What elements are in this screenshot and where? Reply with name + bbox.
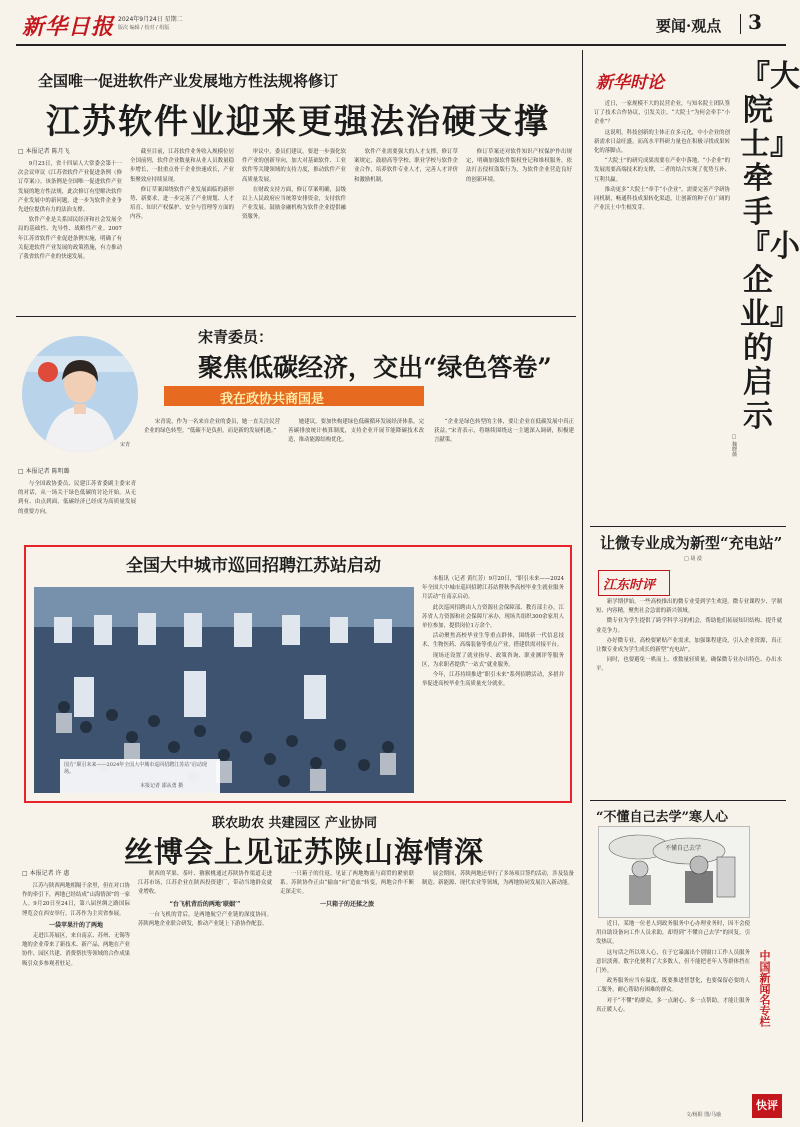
masthead-meta: 版次 编辑 / 校对 / 组版 <box>118 25 170 31</box>
fourth-byline: □ 本报记者 许 惠 <box>22 870 70 877</box>
interview-column-1: 与全国政协委员、民建江苏省委副主委宋青的对话，从一场关于绿色低碳的讨论开始。从无到有、由点到面，低碳经济已经成为高质量发展的重要方向。 <box>18 481 136 515</box>
lead-column-5: 修订草案还对软件知识产权保护作出规定，明确加强软件版权登记和维权服务，依法打击侵权盗版行为，为软件企业营造良好的创新环境。 <box>466 149 572 183</box>
op1-title-text: 『大院士』牵手『小企业』的启示 <box>740 59 800 434</box>
subhead-2: “台飞机背后的两地‘联姻’” <box>169 900 241 908</box>
right-divider-2 <box>590 800 786 801</box>
interview-kicker: 宋青委员： <box>198 328 274 346</box>
column-divider <box>582 50 583 1122</box>
op3-side-label-text: 中国新闻名专栏 <box>758 950 771 1027</box>
fourth-column-2: 陕西的苹果、茶叶、猕猴桃通过苏陕协作渠道走进江苏市场，江苏企业在陕西投资建厂，带动当地群众就业增收。 “台飞机背后的两地‘联姻’” 一台飞机的背后，是两地航空产业链的深度协同。苏陕两地企业联合研发，推动产业链上下游协作配套。 <box>138 871 272 928</box>
featured-photo-caption: 国方“职引未来——2024年全国大中城市巡回招聘江苏站”启动现场。 <box>64 762 207 775</box>
fourth-story <box>18 808 578 1120</box>
lead-column-2: 截至目前，江苏软件业务收入规模位居全国前列，软件企业数量和从业人员数量稳步增长，一批重点骨干企业快速成长，产业集聚效应持续显现。 修订草案围绕软件产业发展面临的新形势、新要求，进一步完善了产业规划、人才培育、知识产权保护、安全与管理等方面的内容。 <box>130 149 234 221</box>
banner-text: 我在政协共商国是 <box>220 392 325 407</box>
interview-column-4: “企业是绿色转型的主体，要让企业在低碳发展中真正获益。”宋青表示，将继续围绕这一主题深入调研，积极建言献策。 <box>434 419 574 444</box>
newspaper-logo: 新华日报 <box>22 14 115 40</box>
interview-headline: 聚焦低碳经济，交出“绿色答卷” <box>198 353 552 382</box>
lead-kicker: 全国唯一促进软件产业发展地方性法规将修订 <box>38 72 339 90</box>
interview-photo <box>22 336 138 452</box>
cppcc-banner <box>164 386 424 406</box>
section-divider <box>16 316 576 317</box>
featured-headline: 全国大中城市巡回招聘江苏站启动 <box>126 556 381 576</box>
lead-headline: 江苏软件业迎来更强法治硬支撑 <box>46 102 550 142</box>
photo-caption-box <box>60 759 220 793</box>
subhead-1: 一袋苹果汁的了两地 <box>48 921 103 929</box>
op2-logo <box>598 570 670 596</box>
op2-body: 新学期伊始，一些高校推出的微专业受到学生欢迎。微专业课程少、学制短、内容精，聚焦社会急需的新兴领域。 微专业为学生提供了跨学科学习的机会，帮助他们拓展知识结构、提升就业竞争力。 办好微专业，高校要紧贴产业需求，加强课程建设，引入企业资源，真正让微专业成为学生成长的新型“充电站”。 同时，也要避免一哄而上、重数量轻质量，确保微专业办出特色、办出水平。 <box>596 599 782 673</box>
op1-title <box>740 59 800 434</box>
featured-story[interactable] <box>24 545 572 803</box>
fourth-column-1: 江苏与陕西两地相隔千余里，但在对口协作的牵引下，两地已经结成“山海情深”的一家人。9月20日至24日，第八届丝绸之路国际博览会在西安举行，江苏作为主宾省参展。 一袋苹果汁的了两地 走进江苏展区，来自南京、苏州、无锡等地的企业带来了新技术、新产品，两地在产业协作、园区共建、消费帮扶等领域的合作成果吸引众多参观者驻足。 <box>22 883 130 967</box>
page-number: 3 <box>748 10 762 34</box>
lead-byline: □ 本报记者 陈月飞 <box>18 148 70 155</box>
masthead-divider <box>740 14 741 34</box>
masthead-date: 2024年9月24日 星期二 <box>118 16 183 23</box>
cartoon-illustration <box>599 827 749 917</box>
op2-byline: □ 胡 漠 <box>684 556 702 562</box>
interview-column-2: 宋青说，作为一名来自企业的委员，她一直关注民营企业的绿色转型。“低碳不是负担，而是新的发展机遇。” <box>144 419 280 435</box>
editorial-logo-text: 新华时论 <box>596 73 664 93</box>
op1-body: 近日，一家规模不大的民营企业，与知名院士团队签订了技术合作协议，引发关注。“大院士”为何会牵手“小企业”？ 这说明，科技创新的主体正在多元化，中小企业的创新需求日益旺盛，而高水平科研力量也在积极寻找成果转化的落脚点。 “大院士”的研究成果需要在产业中落地，“小企业”的发展需要高端技术的支撑，二者的结合实现了优势互补、互利共赢。 推动更多“大院士”牵手“小企业”，需要完善产学研协同机制，畅通科技成果转化渠道，让创新的种子在广阔的产业沃土中生根发芽。 <box>594 101 730 212</box>
lead-column-4: 软件产业需要强大的人才支撑。修订草案规定，鼓励高等学校、职业学校与软件企业合作，培养软件专业人才，完善人才评价和激励机制。 <box>354 149 458 183</box>
lead-story <box>18 66 578 310</box>
lead-column-1: 9月23日，省十四届人大常委会第十一次会议审议《江苏省软件产业促进条例（修订草案）》。该条例是全国唯一促进软件产业发展的地方性法规，此次修订有望解决软件产业发展中的新问题，进一步为软件企业争先进位提供有力的法治支撑。 软件产业是关系国民经济和社会发展全局的基础性、先导性、战略性产业。2007年江苏省软件产业促进条例实施，明确了有关促进软件产业发展的政策措施，有力推动了我省软件产业的快速发展。 <box>18 161 122 261</box>
interview-story <box>18 322 578 532</box>
featured-body: 本报讯（记者 黄红芳）9月20日，“职引未来——2024年全国大中城市巡回招聘江苏站暨秋季高校毕业生就业服务月活动”在南京启动。 此次巡回招聘由人力资源社会保障部、教育部主办，江苏省人力资源和社会保障厅承办，现场共组织300余家用人单位参加，提供岗位1万余个。 活动聚焦高校毕业生等重点群体，围绕新一代信息技术、生物医药、高端装备等重点产业，搭建供需对接平台。 现场还设置了就业指导、政策咨询、职业测评等服务区，为求职者提供“一站式”就业服务。 今年，江苏持续推进“职引未来”系列招聘活动，多措并举促进高校毕业生高质量充分就业。 <box>422 576 564 688</box>
op3-stamp-text: 快评 <box>756 1099 778 1112</box>
op3-side-label <box>756 950 778 1100</box>
photo-caption: 宋青 <box>120 442 131 448</box>
subhead-3: 一只箱子的还揉之旅 <box>319 900 374 908</box>
editorial-logo <box>596 66 678 92</box>
page-section-title: 要闻·观点 <box>656 17 722 35</box>
op2-title: 让微专业成为新型“充电站” <box>600 534 783 552</box>
fourth-kicker: 联农助农 共建园区 产业协同 <box>212 816 378 831</box>
right-divider-1 <box>590 526 786 527</box>
op3-cartoon <box>598 826 750 918</box>
cartoon-caption: 不懂自己去学 <box>665 845 702 852</box>
op3-body: 近日，某地一位老人到政务服务中心办理业务时，因不会使用自助设备向工作人员求助，却得到“不懂自己去学”的回复，引发热议。 这句话之所以寒人心，在于它暴露出个别窗口工作人员服务意识淡薄。数字化便利了大多数人，但不能把老年人等群体挡在门外。 政务服务应当有温度，既要推进智慧化，也要保留必要的人工服务，耐心帮助有困难的群众。 对于“不懂”的群众，多一点耐心、多一点帮助，才能让服务真正暖人心。 <box>596 921 750 1013</box>
featured-photo <box>34 587 414 793</box>
featured-photo-credit: 本报记者 邵从勇 摄 <box>140 783 184 789</box>
op1-byline: □ 魏晓薇 <box>731 434 737 457</box>
portrait-image <box>22 336 138 452</box>
op3-stamp <box>752 1094 782 1118</box>
masthead-rule <box>16 44 786 46</box>
masthead <box>0 0 800 46</box>
op3-byline: 文/杨阳 图/马瑜 <box>686 1112 721 1118</box>
op2-logo-text: 江东时评 <box>603 578 656 593</box>
op3-title: “不懂自己去学”寒人心 <box>596 810 728 825</box>
fourth-headline: 丝博会上见证苏陕山海情深 <box>124 835 485 869</box>
fourth-column-3: 一只箱子的往返，见证了两地物流与商贸的紧密联系。苏陕协作正由“输血”向“造血”转变，两地合作不断走深走实。 一只箱子的还揉之旅 <box>280 871 414 908</box>
interview-byline: □ 本报记者 陈明璐 <box>18 468 70 475</box>
lead-column-3: 审议中，委员们建议，要进一步强化软件产业的创新导向，加大对基础软件、工业软件等关键领域的支持力度，推动软件产业高质量发展。 在财政支持方面，修订草案明确，县级以上人民政府应当统筹安排资金，支持软件产业发展。鼓励金融机构为软件企业提供融资服务。 <box>242 149 346 221</box>
interview-column-3: 她建议，要加快构建绿色低碳循环发展经济体系，完善碳排放统计核算制度，支持企业开展节能降碳技术改造，推动能源结构优化。 <box>288 419 424 444</box>
fourth-column-4: 展会期间，苏陕两地还举行了多场项目签约活动，涉及装备制造、新能源、现代农业等领域，为两地协同发展注入新动能。 <box>422 871 574 887</box>
